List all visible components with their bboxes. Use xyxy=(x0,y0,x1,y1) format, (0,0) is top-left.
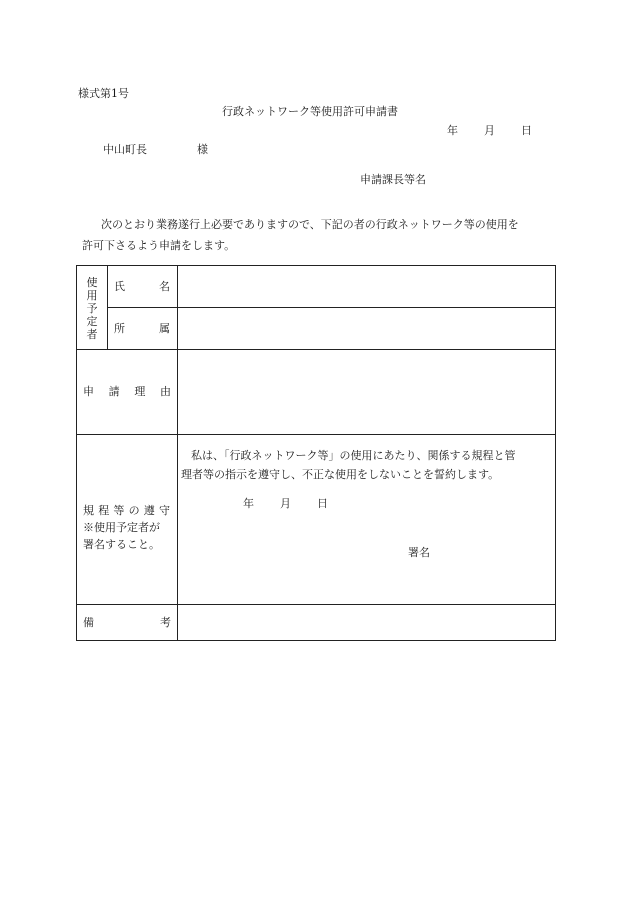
remarks-label-char-1: 備 xyxy=(83,616,94,629)
intro-line-2: 許可下さるよう申請をします。 xyxy=(82,239,236,252)
pledge-date xyxy=(243,498,354,509)
col-divider-main xyxy=(177,266,178,640)
row-divider-affiliation xyxy=(77,349,555,350)
col-divider-user xyxy=(107,266,108,349)
applicant-label: 申請課長等名 xyxy=(360,173,426,186)
compliance-label xyxy=(83,502,174,553)
pledge-day-label: 日 xyxy=(317,497,328,510)
row-divider-reason xyxy=(77,434,555,435)
remarks-label-char-2: 考 xyxy=(160,616,171,629)
form-number: 様式第1号 xyxy=(78,87,129,100)
affiliation-label-char-2: 属 xyxy=(159,322,170,335)
pledge-text xyxy=(181,446,551,484)
name-field[interactable] xyxy=(185,274,550,302)
application-table xyxy=(76,265,556,641)
pledge-line-2: 理者等の指示を遵守し、不正な使用をしないことを誓約します。 xyxy=(181,468,500,481)
intro-line-1: 次のとおり業務遂行上必要でありますので、下記の者の行政ネットワーク等の使用を xyxy=(101,218,519,231)
name-label xyxy=(114,281,170,292)
addressee-honorific: 様 xyxy=(197,143,208,156)
year-label: 年 xyxy=(447,124,458,137)
remarks-field[interactable] xyxy=(185,610,550,636)
intro-text xyxy=(80,214,560,256)
remarks-label xyxy=(83,617,171,628)
application-date xyxy=(447,125,558,136)
reason-label-char-3: 理 xyxy=(134,385,146,398)
pledge-line-1: 私は、「行政ネットワーク等」の使用にあたり、関係する規程と管 xyxy=(191,449,516,462)
affiliation-label-char-1: 所 xyxy=(114,322,125,335)
month-label: 月 xyxy=(484,124,495,137)
reason-field[interactable] xyxy=(185,358,550,428)
document-title: 行政ネットワーク等使用許可申請書 xyxy=(222,105,398,118)
reason-label-char-4: 由 xyxy=(159,385,171,398)
addressee-name: 中山町長 xyxy=(103,143,147,156)
row-divider-name xyxy=(107,307,555,308)
compliance-label-line-2: ※使用予定者が xyxy=(83,521,160,534)
name-label-char-1: 氏 xyxy=(114,280,125,293)
pledge-year-label: 年 xyxy=(243,497,254,510)
planned-user-label: 使用予定者 xyxy=(86,276,98,341)
reason-label xyxy=(83,386,171,397)
compliance-label-line-3: 署名すること。 xyxy=(83,538,160,551)
compliance-label-line-1: 規程等の遵守 xyxy=(83,504,175,517)
row-divider-compliance xyxy=(77,604,555,605)
name-label-char-2: 名 xyxy=(159,280,170,293)
reason-label-char-2: 請 xyxy=(108,385,120,398)
addressee xyxy=(103,144,208,155)
affiliation-field[interactable] xyxy=(185,316,550,344)
day-label: 日 xyxy=(521,124,532,137)
pledge-month-label: 月 xyxy=(280,497,291,510)
signature-label: 署名 xyxy=(408,546,430,559)
reason-label-char-1: 申 xyxy=(83,385,94,398)
affiliation-label xyxy=(114,323,170,334)
